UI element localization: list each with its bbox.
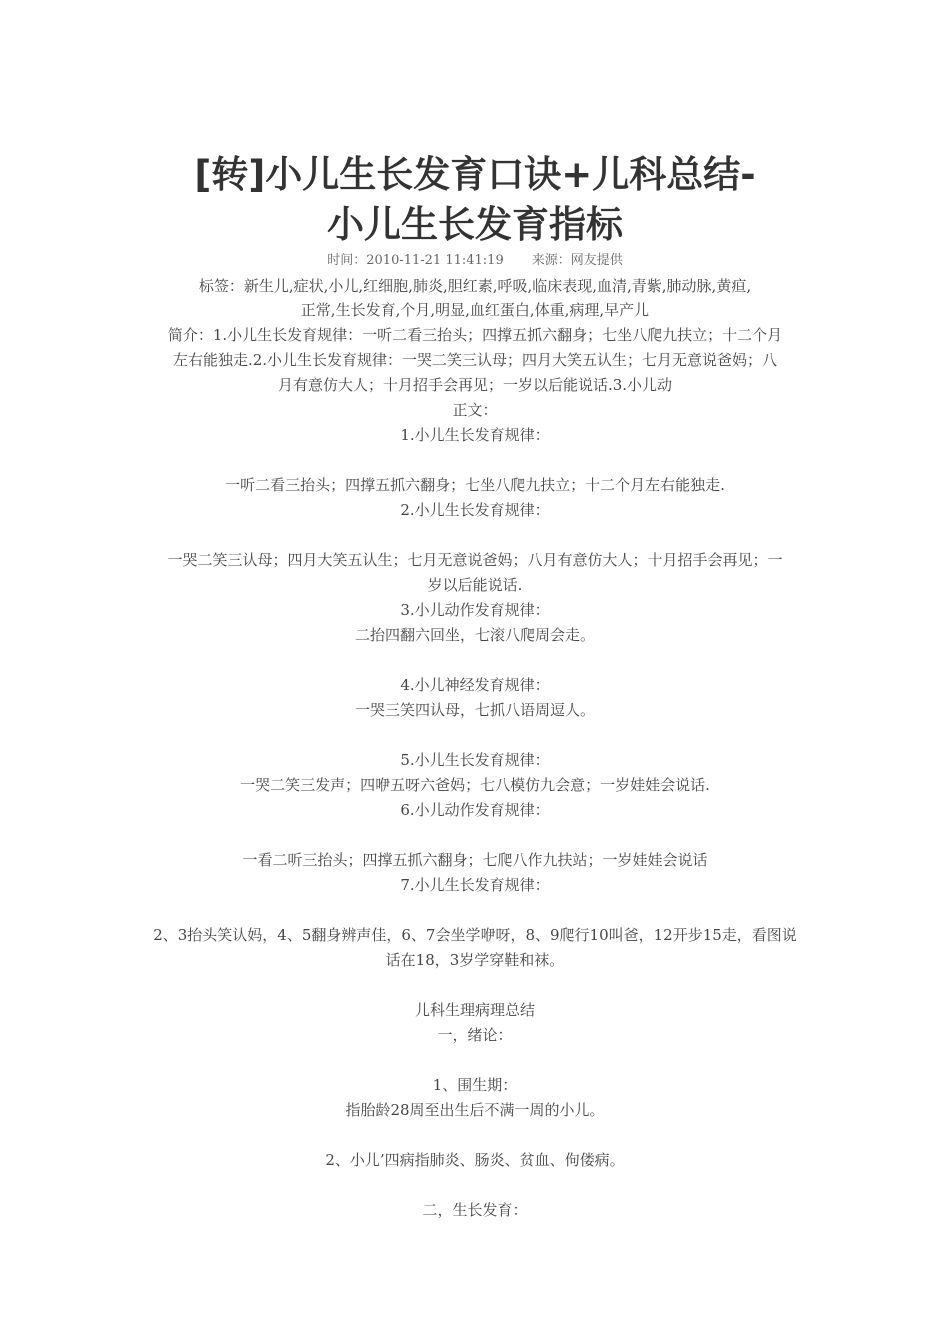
section-text: 一听二看三抬头；四撑五抓六翻身；七坐八爬九扶立；十二个月左右能独走. — [225, 476, 725, 494]
section-text: 2、3抬头笑认妈，4、5翻身辨声佳，6、7会坐学咿呀，8、9爬行10叫爸，12开步15走，看图说 — [153, 926, 797, 944]
section-heading: 3.小儿动作发育规律： — [400, 601, 550, 619]
section-text: 一看二听三抬头；四撑五抓六翻身；七爬八作九扶站；一岁娃娃会说话 — [242, 851, 708, 869]
section-text: 一哭三笑四认母，七抓八语周逗人。 — [354, 701, 595, 719]
section-heading: 4.小儿神经发育规律： — [400, 676, 550, 694]
summary-line: 左右能独走.2.小儿生长发育规律：一哭二笑三认母；四月大笑五认生；七月无意说爸妈；八 — [172, 351, 778, 369]
article-title-line1: [转]小儿生长发育口诀+儿科总结- — [194, 153, 756, 196]
article-source: 来源：网友提供 — [531, 253, 623, 268]
tags-line: 正常,生长发育,个月,明显,血红蛋白,体重,病理,早产儿 — [300, 301, 650, 319]
item-text: 2、小儿’四病指肺炎、肠炎、贫血、佝偻病。 — [325, 1151, 625, 1169]
section-text: 一哭二笑三认母；四月大笑五认生；七月无意说爸妈；八月有意仿大人；十月招手会再见；一 — [167, 551, 783, 569]
article-time: 时间：2010-11-21 11:41:19 — [327, 253, 504, 268]
section-heading: 7.小儿生长发育规律： — [400, 876, 550, 894]
item-text: 指胎龄28周至出生后不满一周的小儿。 — [345, 1101, 605, 1119]
section-text: 二抬四翻六回坐，七滚八爬周会走。 — [354, 626, 595, 644]
body-label: 正文： — [452, 401, 498, 419]
section-text: 一哭二笑三发声；四咿五呀六爸妈；七八模仿九会意；一岁娃娃会说话. — [240, 776, 710, 794]
article-meta — [140, 252, 810, 270]
summary-title: 儿科生理病理总结 — [414, 1001, 535, 1019]
section-text: 话在18，3岁学穿鞋和袜。 — [385, 951, 565, 969]
section-heading: 5.小儿生长发育规律： — [400, 751, 550, 769]
summary-line: 简介：1.小儿生长发育规律：一听二看三抬头；四撑五抓六翻身；七坐八爬九扶立；十二个月 — [167, 326, 783, 344]
section-text: 岁以后能说话. — [427, 576, 523, 594]
part-heading: 一，绪论： — [437, 1026, 513, 1044]
article-title-line2: 小儿生长发育指标 — [327, 203, 623, 246]
part-heading: 二，生长发育： — [422, 1201, 528, 1219]
item-heading: 1、围生期： — [432, 1076, 518, 1094]
tags-line: 标签：新生儿,症状,小儿,红细胞,肺炎,胆红素,呼吸,临床表现,血清,青紫,肺动脉,黄疸, — [198, 277, 752, 295]
section-heading: 6.小儿动作发育规律： — [400, 801, 550, 819]
section-heading: 2.小儿生长发育规律： — [400, 501, 550, 519]
section-heading: 1.小儿生长发育规律： — [400, 426, 550, 444]
summary-line: 月有意仿大人；十月招手会再见；一岁以后能说话.3.小儿动 — [277, 376, 673, 394]
